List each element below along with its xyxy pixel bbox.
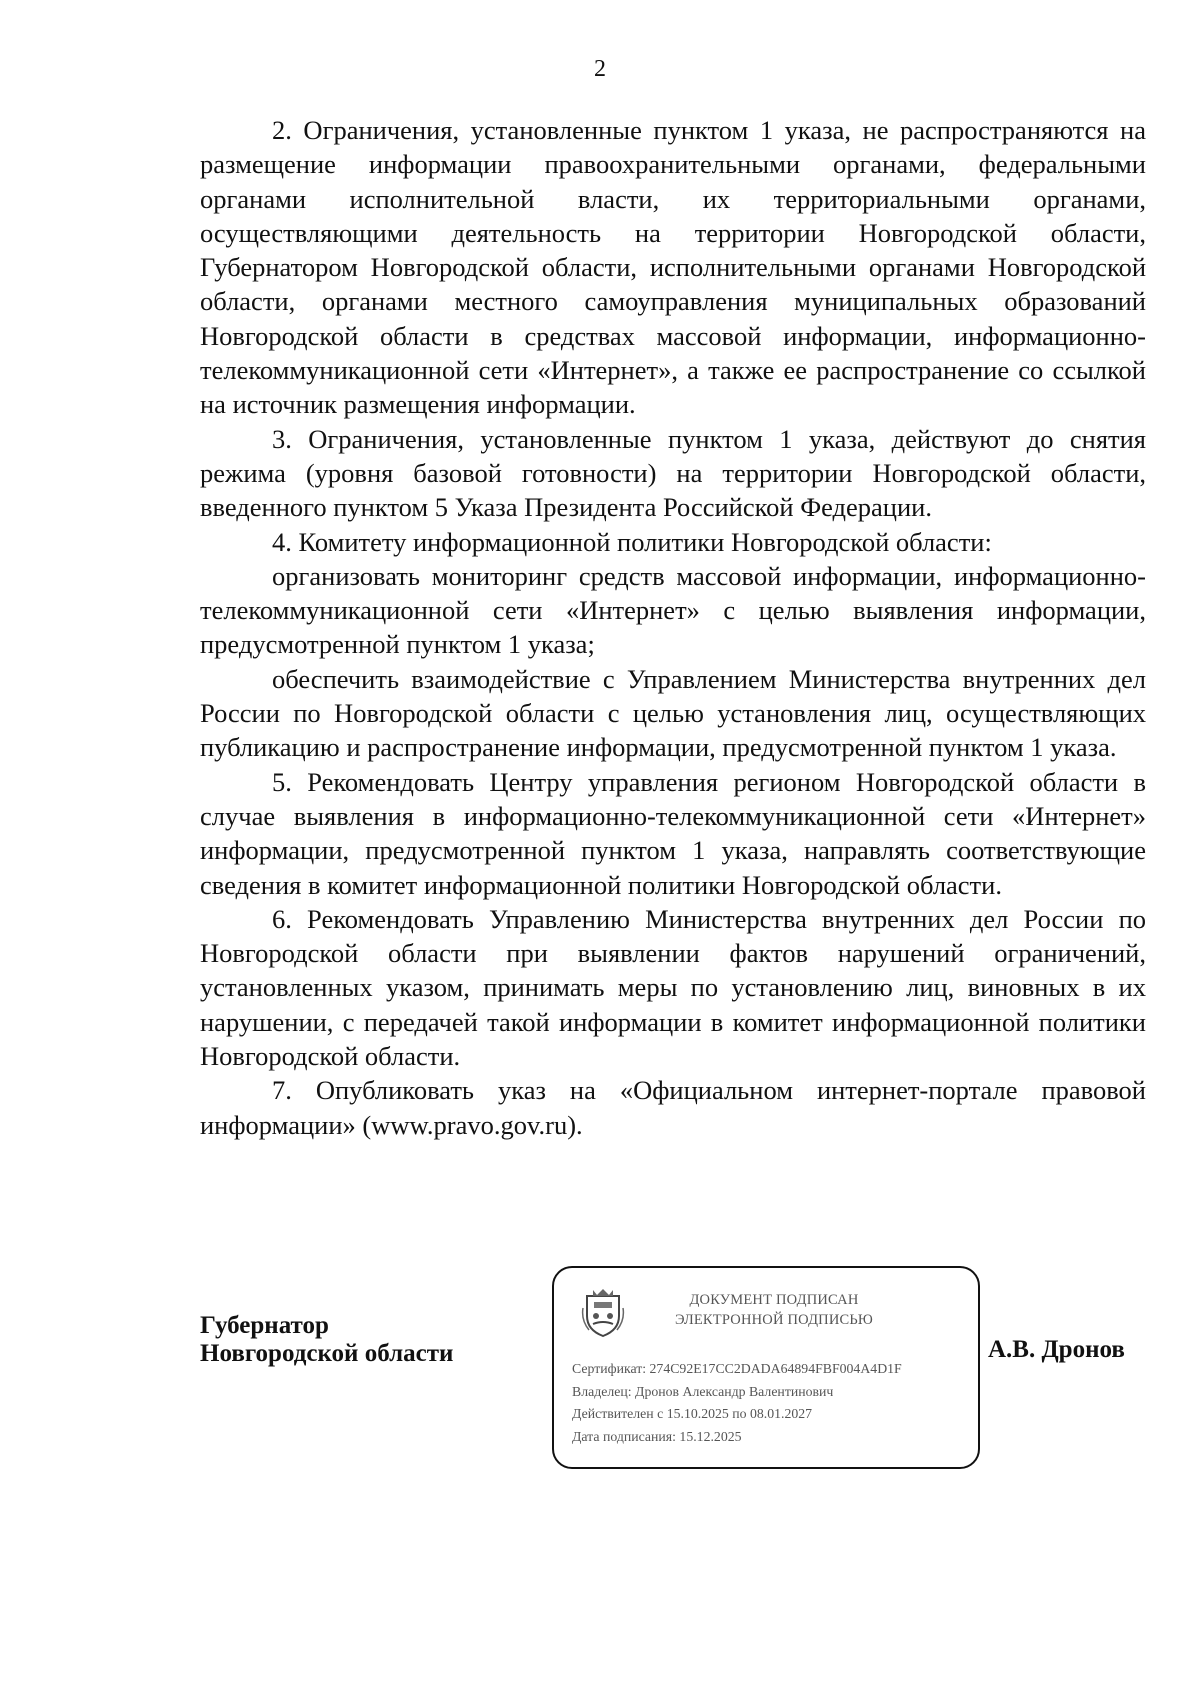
stamp-validity: Действителен с 15.10.2025 по 08.01.2027 xyxy=(572,1406,813,1421)
signatory-position xyxy=(200,1312,453,1368)
document-body xyxy=(200,113,1146,1142)
electronic-signature-stamp xyxy=(552,1266,980,1469)
stamp-heading xyxy=(634,1290,914,1330)
stamp-heading-line-1: ДОКУМЕНТ ПОДПИСАН xyxy=(689,1292,859,1308)
stamp-certificate: Сертификат: 274C92E17CC2DADA64894FBF004A4D1F xyxy=(572,1361,902,1376)
paragraph-6: 6. Рекомендовать Управлению Министерства внутренних дел России по Новгородской области при выявлении фактов нарушений ограничений, установленных указом, принимать меры по установлению лиц, виновных в их нарушении, с передачей такой информации в комитет информационной политики Новгородской области. xyxy=(200,903,1146,1072)
novgorod-coat-of-arms-icon xyxy=(581,1286,625,1338)
page-number: 2 xyxy=(594,56,606,82)
position-line-1: Губернатор xyxy=(200,1312,329,1339)
stamp-details xyxy=(572,1358,972,1448)
stamp-heading-line-2: ЭЛЕКТРОННОЙ ПОДПИСЬЮ xyxy=(674,1312,874,1328)
paragraph-4-item-cooperation: обеспечить взаимодействие с Управлением Министерства внутренних дел России по Новгородской области с целью установления лиц, осуществляющих публикацию и распространение информации, предусмотренной пунктом 1 указа. xyxy=(200,663,1146,763)
position-line-2: Новгородской области xyxy=(200,1340,454,1367)
paragraph-3: 3. Ограничения, установленные пунктом 1 указа, действуют до снятия режима (уровня базовой готовности) на территории Новгородской области, введенного пунктом 5 Указа Президента Российской Федерации. xyxy=(200,423,1146,523)
stamp-owner: Владелец: Дронов Александр Валентинович xyxy=(572,1383,834,1399)
paragraph-7: 7. Опубликовать указ на «Официальном интернет-портале правовой информации» (www.pravo.gov.ru). xyxy=(200,1075,1146,1140)
paragraph-4-item-monitoring: организовать мониторинг средств массовой информации, информационно-телекоммуникационной сети «Интернет» с целью выявления информации, предусмотренной пунктом 1 указа; xyxy=(200,560,1146,660)
paragraph-5: 5. Рекомендовать Центру управления регионом Новгородской области в случае выявления в информационно-телекоммуникационной сети «Интернет» информации, предусмотренной пунктом 1 указа, направлять соответствующие сведения в комитет информационной политики Новгородской области. xyxy=(200,766,1146,900)
stamp-signing-date: Дата подписания: 15.12.2025 xyxy=(572,1428,742,1444)
paragraph-4: 4. Комитету информационной политики Новгородской области: xyxy=(272,526,992,557)
signer-name: А.В. Дронов xyxy=(988,1336,1125,1363)
paragraph-2: 2. Ограничения, установленные пунктом 1 указа, не распространяются на размещение информации правоохранительными органами, федеральными органами исполнительной власти, их территориальными органами, осуществляющими деятельность на территории Новгородской области, Губернатором Новгородской области, исполнительными органами Новгородской области, органами местного самоуправления муниципальных образований Новгородской области в средствах массовой информации, информационно-телекоммуникационной сети «Интернет», а также ее распространение со ссылкой на источник размещения информации. xyxy=(200,115,1146,420)
